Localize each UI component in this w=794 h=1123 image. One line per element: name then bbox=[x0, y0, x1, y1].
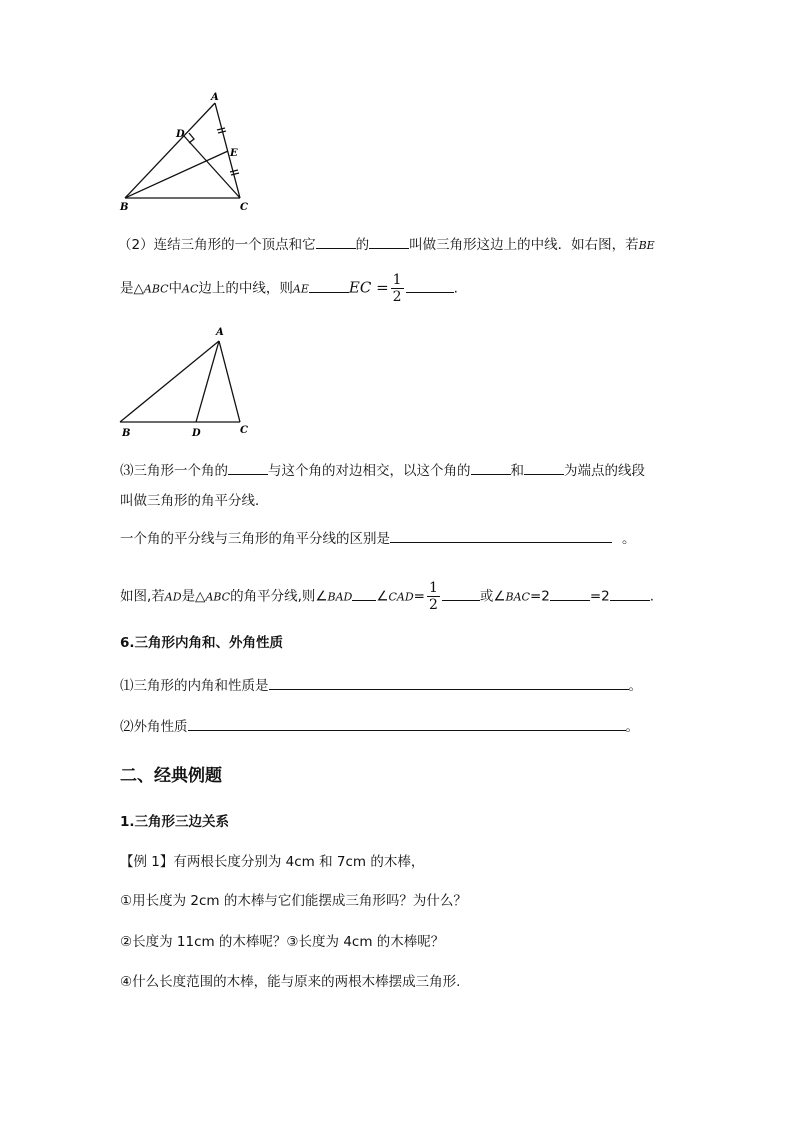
var-cad: CAD bbox=[388, 590, 414, 604]
var-ae: AE bbox=[292, 282, 309, 296]
bisector-text-4: 为端点的线段 bbox=[564, 463, 645, 479]
example-1-intro: 【例 1】有两根长度分别为 4cm 和 7cm 的木棒， bbox=[120, 854, 425, 870]
bisector-text-5: 叫做三角形的角平分线． bbox=[120, 493, 269, 509]
example-1-question-2-3: ②长度为 11cm 的木棒呢？③长度为 4cm 的木棒呢？ bbox=[120, 934, 445, 950]
vertex-label-a: A bbox=[211, 92, 219, 103]
median-text-5: 中 bbox=[168, 280, 183, 297]
interior-angle-sum-line bbox=[120, 675, 642, 696]
bisector-ex-text-1: 如图,若 bbox=[120, 588, 165, 605]
fraction-one-half: $\frac{1}{2}$ bbox=[392, 272, 402, 305]
blank[interactable] bbox=[524, 460, 564, 475]
bisector-text-2: 与这个角的对边相交，以这个角的 bbox=[268, 463, 471, 479]
blank[interactable] bbox=[406, 278, 454, 293]
median-text-6: 边上的中线，则 bbox=[198, 280, 293, 297]
median-text-3: 叫做三角形这边上的中线．如右图，若 bbox=[409, 237, 639, 253]
exterior-angle-text: ⑵外角性质 bbox=[120, 719, 188, 735]
blank[interactable] bbox=[316, 234, 356, 249]
bisector-definition-line1 bbox=[120, 460, 645, 481]
bisector-difference-line bbox=[120, 528, 636, 549]
median-text-4: 是△ bbox=[120, 280, 144, 297]
bisector-difference-text: 一个角的平分线与三角形的角平分线的区别是 bbox=[120, 531, 390, 547]
blank[interactable] bbox=[390, 528, 612, 543]
section-examples-title: 二、经典例题 bbox=[120, 766, 222, 786]
interior-angle-text: ⑴三角形的内角和性质是 bbox=[120, 678, 269, 694]
bisector-ex-text-8: =2 bbox=[589, 588, 610, 605]
blank[interactable] bbox=[188, 716, 626, 731]
interior-angle-end: 。 bbox=[628, 678, 642, 694]
var-bad: BAD bbox=[327, 590, 353, 604]
bisector-definition-line2 bbox=[120, 491, 269, 511]
triangle-figure-altitude-median bbox=[110, 90, 270, 220]
bisector-ex-text-7: =2 bbox=[529, 588, 550, 605]
median-text-2: 的 bbox=[355, 237, 370, 253]
vertex-label-e: E bbox=[230, 148, 238, 159]
var-ad: AD bbox=[164, 590, 182, 604]
triangle-figure-bisector bbox=[112, 322, 262, 442]
bisector-ex-text-5: = bbox=[413, 588, 425, 605]
vertex-label-a: A bbox=[216, 327, 224, 338]
vertex-label-d: D bbox=[176, 129, 185, 140]
median-definition-line1 bbox=[118, 234, 655, 256]
bisector-text-3: 和 bbox=[510, 463, 524, 479]
var-bac: BAC bbox=[505, 590, 530, 604]
vertex-label-d: D bbox=[192, 428, 201, 439]
bisector-ex-text-9: . bbox=[649, 588, 655, 605]
blank[interactable] bbox=[442, 586, 480, 601]
median-text-1: （2）连结三角形的一个顶点和它 bbox=[118, 237, 316, 253]
blank[interactable] bbox=[610, 586, 650, 601]
bisector-ex-text-4: ∠ bbox=[376, 588, 389, 605]
vertex-label-b: B bbox=[122, 428, 131, 439]
blank[interactable] bbox=[352, 586, 376, 601]
bisector-example-line bbox=[120, 580, 654, 613]
median-text-7: . bbox=[453, 280, 458, 297]
exterior-angle-line bbox=[120, 716, 639, 737]
fraction-one-half: $\frac{1}{2}$ bbox=[428, 580, 438, 613]
bisector-ex-text-6: 或∠ bbox=[479, 588, 506, 605]
var-ac: AC bbox=[182, 282, 199, 296]
var-abc: ABC bbox=[143, 282, 169, 296]
bisector-ex-text-3: 的角平分线,则∠ bbox=[230, 588, 328, 605]
bisector-text-1: ⑶三角形一个角的 bbox=[120, 463, 228, 479]
blank[interactable] bbox=[369, 234, 409, 249]
bisector-difference-end: 。 bbox=[622, 531, 636, 547]
var-abc: ABC bbox=[205, 590, 231, 604]
ec-expression: EC = bbox=[348, 278, 389, 297]
blank[interactable] bbox=[471, 460, 511, 475]
exterior-angle-end: 。 bbox=[625, 719, 639, 735]
blank[interactable] bbox=[228, 460, 268, 475]
vertex-label-c: C bbox=[240, 425, 248, 436]
example-1-question-1: ①用长度为 2cm 的木棒与它们能摆成三角形吗？为什么？ bbox=[120, 893, 467, 909]
section-6-title: 6.三角形内角和、外角性质 bbox=[120, 635, 284, 651]
blank[interactable] bbox=[269, 675, 629, 690]
blank[interactable] bbox=[550, 586, 590, 601]
median-definition-line2 bbox=[120, 272, 458, 305]
vertex-label-c: C bbox=[240, 202, 248, 213]
example-1-question-4: ④什么长度范围的木棒，能与原来的两根木棒摆成三角形. bbox=[120, 974, 461, 990]
examples-subtitle: 1.三角形三边关系 bbox=[120, 814, 230, 830]
vertex-label-b: B bbox=[120, 202, 129, 213]
var-be: BE bbox=[638, 239, 655, 252]
bisector-ex-text-2: 是△ bbox=[181, 588, 206, 605]
blank[interactable] bbox=[309, 278, 349, 293]
